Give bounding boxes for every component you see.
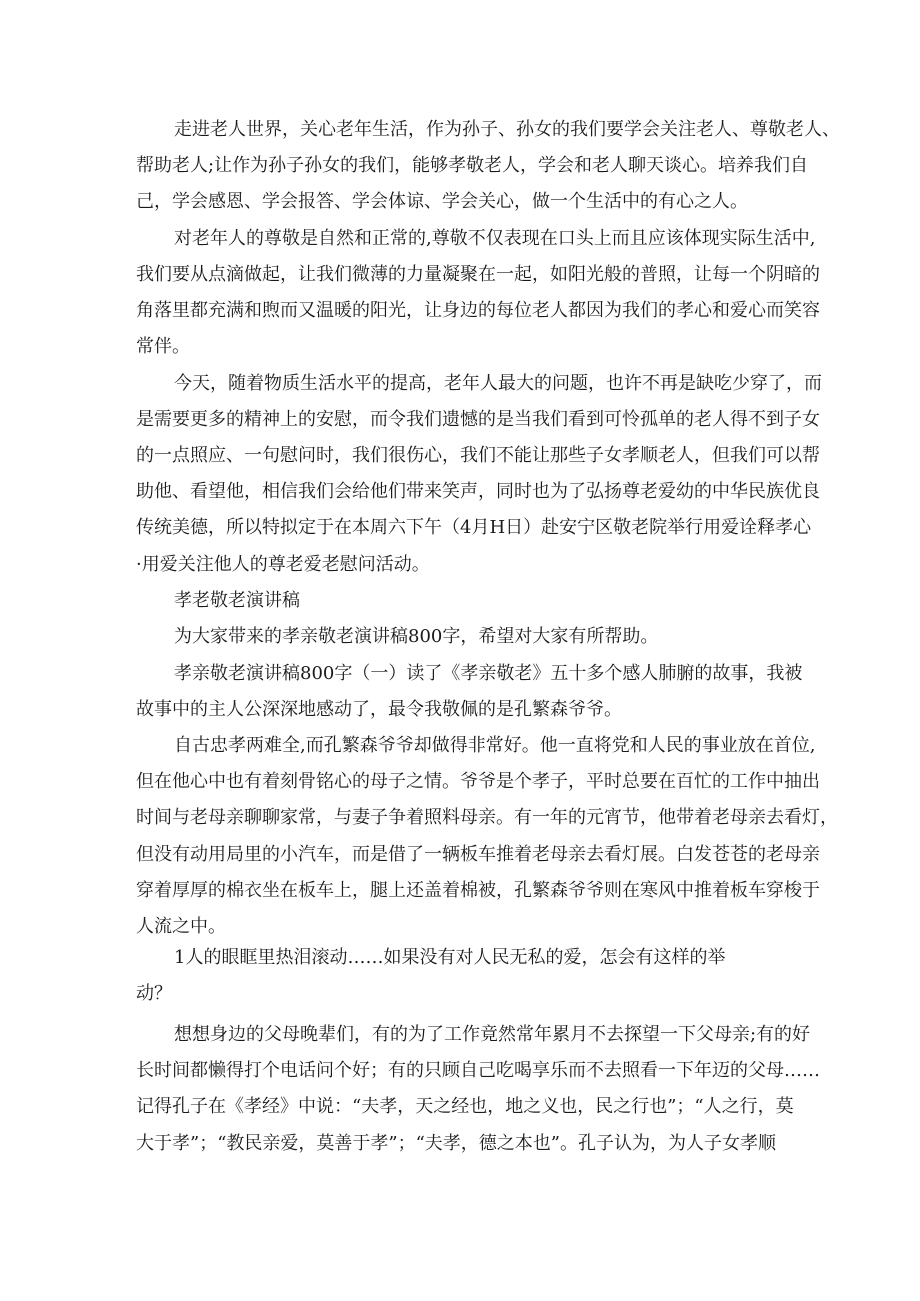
text-line: 大于孝”；“教民亲爱，莫善于孝”；“夫孝，德之本也”。孔子认为，为人子女孝顺 (136, 1133, 777, 1154)
text-line: 但没有动用局里的小汽车，而是借了一辆板车推着老母亲去看灯展。白发苍苍的老母亲 (136, 844, 820, 865)
text-line: 人流之中。 (136, 916, 226, 937)
text-line: 角落里都充满和煦而又温暖的阳光，让身边的每位老人都因为我们的孝心和爱心而笑容 (136, 300, 820, 321)
text-line: 传统美德，所以特拟定于在本周六下午（4月H日）赴安宁区敬老院举行用爱诠释孝心 (136, 517, 812, 538)
text-line: 是需要更多的精神上的安慰，而令我们遗憾的是当我们看到可怜孤单的老人得不到子女 (136, 409, 820, 430)
text-line: 为大家带来的孝亲敬老演讲稿800字，希望对大家有所帮助。 (174, 626, 659, 647)
text-line: 但在他心中也有着刻骨铭心的母子之情。爷爷是个孝子，平时总要在百忙的工作中抽出 (136, 771, 820, 792)
text-line: 走进老人世界，关心老年生活，作为孙子、孙女的我们要学会关注老人、尊敬老人、 (174, 119, 840, 140)
text-line: ·用爱关注他人的尊老爱老慰问活动。 (136, 554, 430, 575)
text-line: 己，学会感恩、学会报答、学会体谅、学会关心，做一个生活中的有心之人。 (136, 191, 748, 212)
text-line: 故事中的主人公深深地感动了，最令我敬佩的是孔繁森爷爷。 (136, 699, 622, 720)
text-line: 记得孔子在《孝经》中说：“夫孝，天之经也，地之义也，民之行也”；“人之行，莫 (136, 1096, 794, 1117)
text-line: 长时间都懒得打个电话问个好；有的只顾自己吃喝享乐而不去照看一下年迈的父母…… (136, 1060, 820, 1081)
text-line: 常伴。 (136, 336, 190, 357)
section-heading: 孝老敬老演讲稿 (174, 590, 300, 611)
text-line: 帮助老人;让作为孙子孙女的我们，能够孝敬老人，学会和老人聊天谈心。培养我们自 (136, 155, 809, 176)
text-line: 时间与老母亲聊聊家常，与妻子争着照料母亲。有一年的元宵节，他带着老母亲去看灯， (136, 807, 838, 828)
text-line: 助他、看望他，相信我们会给他们带来笑声，同时也为了弘扬尊老爱幼的中华民族优良 (136, 481, 820, 502)
text-line: 对老年人的尊敬是自然和正常的,尊敬不仅表现在口头上而且应该体现实际生活中, (174, 228, 816, 249)
text-line: 动？ (136, 983, 172, 1004)
text-line: 穿着厚厚的棉衣坐在板车上，腿上还盖着棉被，孔繁森爷爷则在寒风中推着板车穿梭于 (136, 880, 820, 901)
text-line: 我们要从点滴做起，让我们微薄的力量凝聚在一起，如阳光般的普照，让每一个阴暗的 (136, 264, 820, 285)
text-line: 自古忠孝两难全,而孔繁森爷爷却做得非常好。他一直将党和人民的事业放在首位, (174, 735, 816, 756)
text-line: 孝亲敬老演讲稿800字（一）读了《孝亲敬老》五十多个感人肺腑的故事，我被 (174, 663, 803, 684)
text-line: 想想身边的父母晚辈们，有的为了工作竟然常年累月不去探望一下父母亲;有的好 (174, 1024, 811, 1045)
text-line: 今天，随着物质生活水平的提高，老年人最大的问题，也许不再是缺吃少穿了，而 (174, 373, 822, 394)
text-line: 的一点照应、一句慰问时，我们很伤心，我们不能让那些子女孝顺老人，但我们可以帮 (136, 445, 820, 466)
text-line: 1人的眼眶里热泪滚动……如果没有对人民无私的爱，怎会有这样的举 (174, 947, 726, 968)
